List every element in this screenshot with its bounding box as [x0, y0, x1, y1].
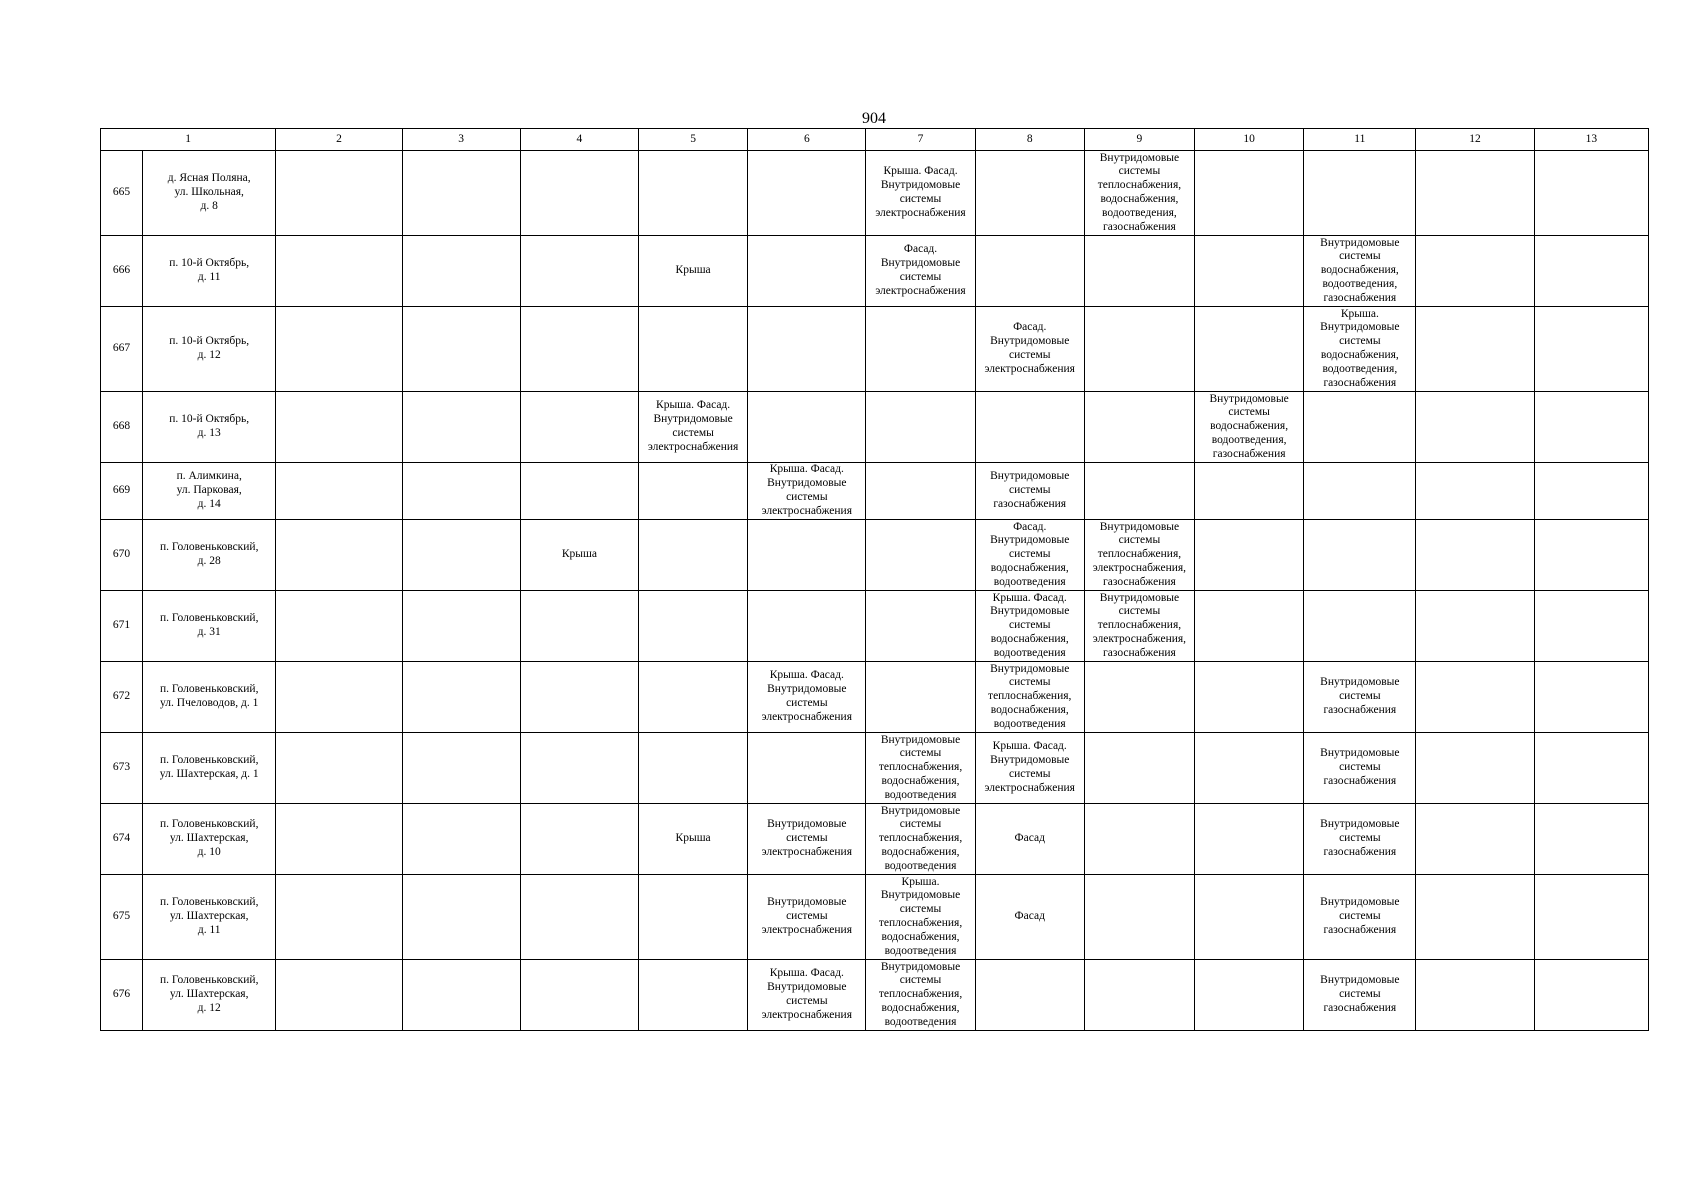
col11-cell	[1304, 151, 1416, 236]
row-number	[101, 520, 143, 591]
col13-cell	[1534, 804, 1648, 875]
col11-cell-text: Крыша. Внутридомовые системы водоснабжения, водоотведения, газоснабжения	[1320, 307, 1400, 389]
col7-cell-text: Внутридомовые системы теплоснабжения, водоснабжения, водоотведения	[878, 804, 963, 872]
column-header: 6	[748, 129, 866, 151]
col6-cell	[748, 591, 866, 662]
col2-cell	[276, 392, 402, 463]
col2-cell	[276, 875, 402, 960]
col12-cell	[1416, 520, 1534, 591]
col10-cell-text: Внутридомовые системы водоснабжения, водоотведения, газоснабжения	[1209, 392, 1289, 460]
col4-cell	[520, 804, 638, 875]
col13-cell	[1534, 733, 1648, 804]
col2-cell	[276, 463, 402, 520]
col11-cell	[1304, 875, 1416, 960]
row-number-text: 668	[112, 420, 131, 433]
col5-cell-text: Крыша. Фасад. Внутридомовые системы электроснабжения	[647, 399, 739, 453]
address-cell-text: п. 10-й Октябрь, д. 11	[169, 257, 250, 283]
col3-cell	[402, 392, 520, 463]
col8-cell	[975, 591, 1084, 662]
col12-cell	[1416, 392, 1534, 463]
address-cell-text: п. Головеньковский, ул. Шахтерская, д. 1	[159, 754, 259, 780]
col7-cell	[866, 960, 975, 1031]
col9-cell	[1084, 804, 1194, 875]
col12-cell	[1416, 875, 1534, 960]
col2-cell	[276, 151, 402, 236]
col8-cell-text: Фасад. Внутридомовые системы водоснабжения, водоотведения	[990, 520, 1070, 588]
column-header: 8	[975, 129, 1084, 151]
col6-cell-text: Крыша. Фасад. Внутридомовые системы электроснабжения	[761, 669, 852, 723]
col2-cell	[276, 662, 402, 733]
col6-cell	[748, 151, 866, 236]
col11-cell-text: Внутридомовые системы водоснабжения, водоотведения, газоснабжения	[1320, 236, 1400, 304]
column-header: 12	[1416, 129, 1534, 151]
row-number-text: 672	[112, 690, 131, 703]
col10-cell	[1195, 591, 1304, 662]
col13-cell	[1534, 463, 1648, 520]
col2-cell	[276, 733, 402, 804]
row-number-text: 665	[112, 186, 131, 199]
row-number-text: 666	[112, 264, 131, 277]
col8-cell	[975, 307, 1084, 392]
col13-cell	[1534, 392, 1648, 463]
col3-cell	[402, 662, 520, 733]
col13-cell	[1534, 520, 1648, 591]
col3-cell	[402, 463, 520, 520]
address-cell	[143, 591, 276, 662]
row-number	[101, 151, 143, 236]
col12-cell	[1416, 151, 1534, 236]
col11-cell	[1304, 591, 1416, 662]
address-cell	[143, 804, 276, 875]
col9-cell	[1084, 236, 1194, 307]
col8-cell-text: Фасад	[1014, 910, 1045, 923]
col11-cell-text: Внутридомовые системы газоснабжения	[1320, 676, 1400, 716]
col4-cell	[520, 875, 638, 960]
column-header: 5	[639, 129, 748, 151]
col7-cell-text: Внутридомовые системы теплоснабжения, водоснабжения, водоотведения	[878, 960, 963, 1028]
col7-cell	[866, 463, 975, 520]
col7-cell	[866, 733, 975, 804]
table-row	[101, 804, 1649, 875]
column-header: 4	[520, 129, 638, 151]
col7-cell-text: Фасад. Внутридомовые системы электроснабжения	[875, 243, 966, 297]
col8-cell	[975, 804, 1084, 875]
col6-cell	[748, 236, 866, 307]
col5-cell	[639, 662, 748, 733]
col7-cell	[866, 151, 975, 236]
col12-cell	[1416, 463, 1534, 520]
column-header: 3	[402, 129, 520, 151]
table-row	[101, 960, 1649, 1031]
col2-cell	[276, 960, 402, 1031]
row-number-text: 667	[112, 342, 131, 355]
repair-schedule-table	[100, 128, 1649, 1031]
col5-cell	[639, 591, 748, 662]
col7-cell-text: Крыша. Внутридомовые системы теплоснабжения, водоснабжения, водоотведения	[878, 875, 963, 957]
col6-cell	[748, 662, 866, 733]
col13-cell	[1534, 591, 1648, 662]
col5-cell	[639, 804, 748, 875]
table-row	[101, 520, 1649, 591]
col2-cell	[276, 804, 402, 875]
col3-cell	[402, 804, 520, 875]
col4-cell	[520, 463, 638, 520]
col10-cell	[1195, 733, 1304, 804]
col4-cell	[520, 662, 638, 733]
col4-cell	[520, 307, 638, 392]
col6-cell	[748, 392, 866, 463]
col10-cell	[1195, 804, 1304, 875]
address-cell	[143, 875, 276, 960]
col11-cell	[1304, 960, 1416, 1031]
col11-cell-text: Внутридомовые системы газоснабжения	[1320, 896, 1400, 936]
col10-cell	[1195, 960, 1304, 1031]
col3-cell	[402, 236, 520, 307]
address-cell-text: п. 10-й Октябрь, д. 12	[169, 335, 250, 361]
page-number: 904	[862, 110, 886, 127]
col6-cell	[748, 733, 866, 804]
address-cell	[143, 960, 276, 1031]
column-header: 10	[1195, 129, 1304, 151]
col9-cell	[1084, 960, 1194, 1031]
row-number	[101, 392, 143, 463]
col4-cell	[520, 151, 638, 236]
table-header-row	[101, 129, 1649, 151]
col7-cell	[866, 875, 975, 960]
table-row	[101, 307, 1649, 392]
col7-cell	[866, 392, 975, 463]
col7-cell	[866, 520, 975, 591]
address-cell-text: п. Головеньковский, д. 31	[159, 612, 259, 638]
col13-cell	[1534, 236, 1648, 307]
col4-cell	[520, 591, 638, 662]
col6-cell	[748, 875, 866, 960]
address-cell-text: п. 10-й Октябрь, д. 13	[169, 413, 250, 439]
col5-cell	[639, 875, 748, 960]
address-cell	[143, 662, 276, 733]
col8-cell-text: Фасад. Внутридомовые системы электроснабжения	[984, 321, 1075, 375]
col3-cell	[402, 307, 520, 392]
col10-cell	[1195, 520, 1304, 591]
col8-cell	[975, 236, 1084, 307]
col8-cell-text: Крыша. Фасад. Внутридомовые системы водоснабжения, водоотведения	[990, 591, 1070, 659]
column-header: 9	[1084, 129, 1194, 151]
col5-cell-text: Крыша	[675, 264, 711, 277]
row-number-text: 674	[112, 832, 131, 845]
address-cell	[143, 463, 276, 520]
col11-cell	[1304, 307, 1416, 392]
col11-cell	[1304, 236, 1416, 307]
col3-cell	[402, 591, 520, 662]
col3-cell	[402, 520, 520, 591]
col9-cell	[1084, 875, 1194, 960]
col10-cell	[1195, 392, 1304, 463]
col4-cell	[520, 392, 638, 463]
col9-cell	[1084, 520, 1194, 591]
table-row	[101, 392, 1649, 463]
col3-cell	[402, 151, 520, 236]
col4-cell	[520, 960, 638, 1031]
col5-cell	[639, 307, 748, 392]
col7-cell-text: Внутридомовые системы теплоснабжения, водоснабжения, водоотведения	[878, 733, 963, 801]
col12-cell	[1416, 662, 1534, 733]
table-row	[101, 662, 1649, 733]
col12-cell	[1416, 307, 1534, 392]
col8-cell	[975, 463, 1084, 520]
col2-cell	[276, 307, 402, 392]
col5-cell	[639, 960, 748, 1031]
col4-cell	[520, 520, 638, 591]
row-number-text: 675	[112, 910, 131, 923]
row-number-text: 673	[112, 761, 131, 774]
col7-cell	[866, 307, 975, 392]
table-row	[101, 151, 1649, 236]
col6-cell	[748, 463, 866, 520]
address-cell-text: п. Головеньковский, ул. Пчеловодов, д. 1	[159, 683, 259, 709]
table-row	[101, 875, 1649, 960]
col13-cell	[1534, 960, 1648, 1031]
address-cell-text: п. Алимкина, ул. Парковая, д. 14	[176, 470, 242, 510]
col2-cell	[276, 236, 402, 307]
address-cell	[143, 392, 276, 463]
col5-cell	[639, 392, 748, 463]
col6-cell-text: Внутридомовые системы электроснабжения	[761, 818, 852, 858]
col8-cell	[975, 151, 1084, 236]
col9-cell	[1084, 591, 1194, 662]
col8-cell	[975, 960, 1084, 1031]
col8-cell-text: Крыша. Фасад. Внутридомовые системы электроснабжения	[984, 740, 1075, 794]
col12-cell	[1416, 733, 1534, 804]
col7-cell	[866, 662, 975, 733]
col9-cell	[1084, 463, 1194, 520]
address-cell-text: п. Головеньковский, ул. Шахтерская, д. 11	[159, 896, 259, 936]
col12-cell	[1416, 236, 1534, 307]
table-row	[101, 591, 1649, 662]
col9-cell	[1084, 151, 1194, 236]
col7-cell	[866, 804, 975, 875]
table-row	[101, 236, 1649, 307]
col8-cell-text: Фасад	[1014, 832, 1045, 845]
col6-cell-text: Крыша. Фасад. Внутридомовые системы электроснабжения	[761, 463, 852, 517]
col13-cell	[1534, 662, 1648, 733]
col4-cell-text: Крыша	[561, 548, 597, 561]
col10-cell	[1195, 662, 1304, 733]
col12-cell	[1416, 960, 1534, 1031]
address-cell-text: п. Головеньковский, д. 28	[159, 541, 259, 567]
col7-cell	[866, 591, 975, 662]
col9-cell-text: Внутридомовые системы теплоснабжения, водоснабжения, водоотведения, газоснабжения	[1097, 151, 1182, 233]
row-number	[101, 591, 143, 662]
col3-cell	[402, 875, 520, 960]
row-number	[101, 733, 143, 804]
row-number-text: 676	[112, 988, 131, 1001]
row-number	[101, 804, 143, 875]
col6-cell	[748, 307, 866, 392]
address-cell-text: п. Головеньковский, ул. Шахтерская, д. 12	[159, 974, 259, 1014]
col9-cell	[1084, 307, 1194, 392]
col12-cell	[1416, 591, 1534, 662]
col2-cell	[276, 591, 402, 662]
address-cell	[143, 733, 276, 804]
col8-cell	[975, 733, 1084, 804]
col8-cell	[975, 520, 1084, 591]
col8-cell	[975, 392, 1084, 463]
address-cell	[143, 236, 276, 307]
col2-cell	[276, 520, 402, 591]
col10-cell	[1195, 236, 1304, 307]
col5-cell	[639, 463, 748, 520]
row-number	[101, 463, 143, 520]
column-header: 1	[101, 129, 276, 151]
row-number	[101, 307, 143, 392]
col10-cell	[1195, 463, 1304, 520]
col13-cell	[1534, 875, 1648, 960]
column-header: 13	[1534, 129, 1648, 151]
address-cell	[143, 151, 276, 236]
row-number	[101, 960, 143, 1031]
col9-cell-text: Внутридомовые системы теплоснабжения, электроснабжения, газоснабжения	[1092, 591, 1187, 659]
col5-cell	[639, 733, 748, 804]
col11-cell-text: Внутридомовые системы газоснабжения	[1320, 747, 1400, 787]
col9-cell-text: Внутридомовые системы теплоснабжения, электроснабжения, газоснабжения	[1092, 520, 1187, 588]
col6-cell-text: Крыша. Фасад. Внутридомовые системы электроснабжения	[761, 967, 852, 1021]
col11-cell-text: Внутридомовые системы газоснабжения	[1320, 974, 1400, 1014]
col11-cell	[1304, 392, 1416, 463]
table-row	[101, 463, 1649, 520]
col11-cell	[1304, 520, 1416, 591]
col12-cell	[1416, 804, 1534, 875]
row-number-text: 671	[112, 619, 131, 632]
col8-cell	[975, 662, 1084, 733]
col3-cell	[402, 960, 520, 1031]
col10-cell	[1195, 307, 1304, 392]
col11-cell	[1304, 662, 1416, 733]
col5-cell	[639, 151, 748, 236]
col3-cell	[402, 733, 520, 804]
col8-cell	[975, 875, 1084, 960]
col6-cell	[748, 520, 866, 591]
col5-cell-text: Крыша	[675, 832, 711, 845]
col11-cell	[1304, 733, 1416, 804]
table-row	[101, 733, 1649, 804]
col8-cell-text: Внутридомовые системы газоснабжения	[990, 470, 1070, 510]
row-number	[101, 662, 143, 733]
col11-cell-text: Внутридомовые системы газоснабжения	[1320, 818, 1400, 858]
col6-cell-text: Внутридомовые системы электроснабжения	[761, 896, 852, 936]
column-header: 2	[276, 129, 402, 151]
address-cell	[143, 307, 276, 392]
col5-cell	[639, 520, 748, 591]
col10-cell	[1195, 151, 1304, 236]
col7-cell	[866, 236, 975, 307]
col11-cell	[1304, 804, 1416, 875]
col4-cell	[520, 236, 638, 307]
col6-cell	[748, 960, 866, 1031]
col9-cell	[1084, 392, 1194, 463]
column-header: 7	[866, 129, 975, 151]
col9-cell	[1084, 662, 1194, 733]
row-number-text: 669	[112, 484, 131, 497]
row-number	[101, 875, 143, 960]
row-number	[101, 236, 143, 307]
address-cell-text: п. Головеньковский, ул. Шахтерская, д. 10	[159, 818, 259, 858]
col4-cell	[520, 733, 638, 804]
col6-cell	[748, 804, 866, 875]
row-number-text: 670	[112, 548, 131, 561]
col8-cell-text: Внутридомовые системы теплоснабжения, водоснабжения, водоотведения	[988, 662, 1072, 730]
col5-cell	[639, 236, 748, 307]
col11-cell	[1304, 463, 1416, 520]
col13-cell	[1534, 151, 1648, 236]
col9-cell	[1084, 733, 1194, 804]
col13-cell	[1534, 307, 1648, 392]
column-header: 11	[1304, 129, 1416, 151]
col7-cell-text: Крыша. Фасад. Внутридомовые системы электроснабжения	[875, 165, 966, 219]
address-cell-text: д. Ясная Поляна, ул. Школьная, д. 8	[167, 172, 251, 212]
address-cell	[143, 520, 276, 591]
col10-cell	[1195, 875, 1304, 960]
